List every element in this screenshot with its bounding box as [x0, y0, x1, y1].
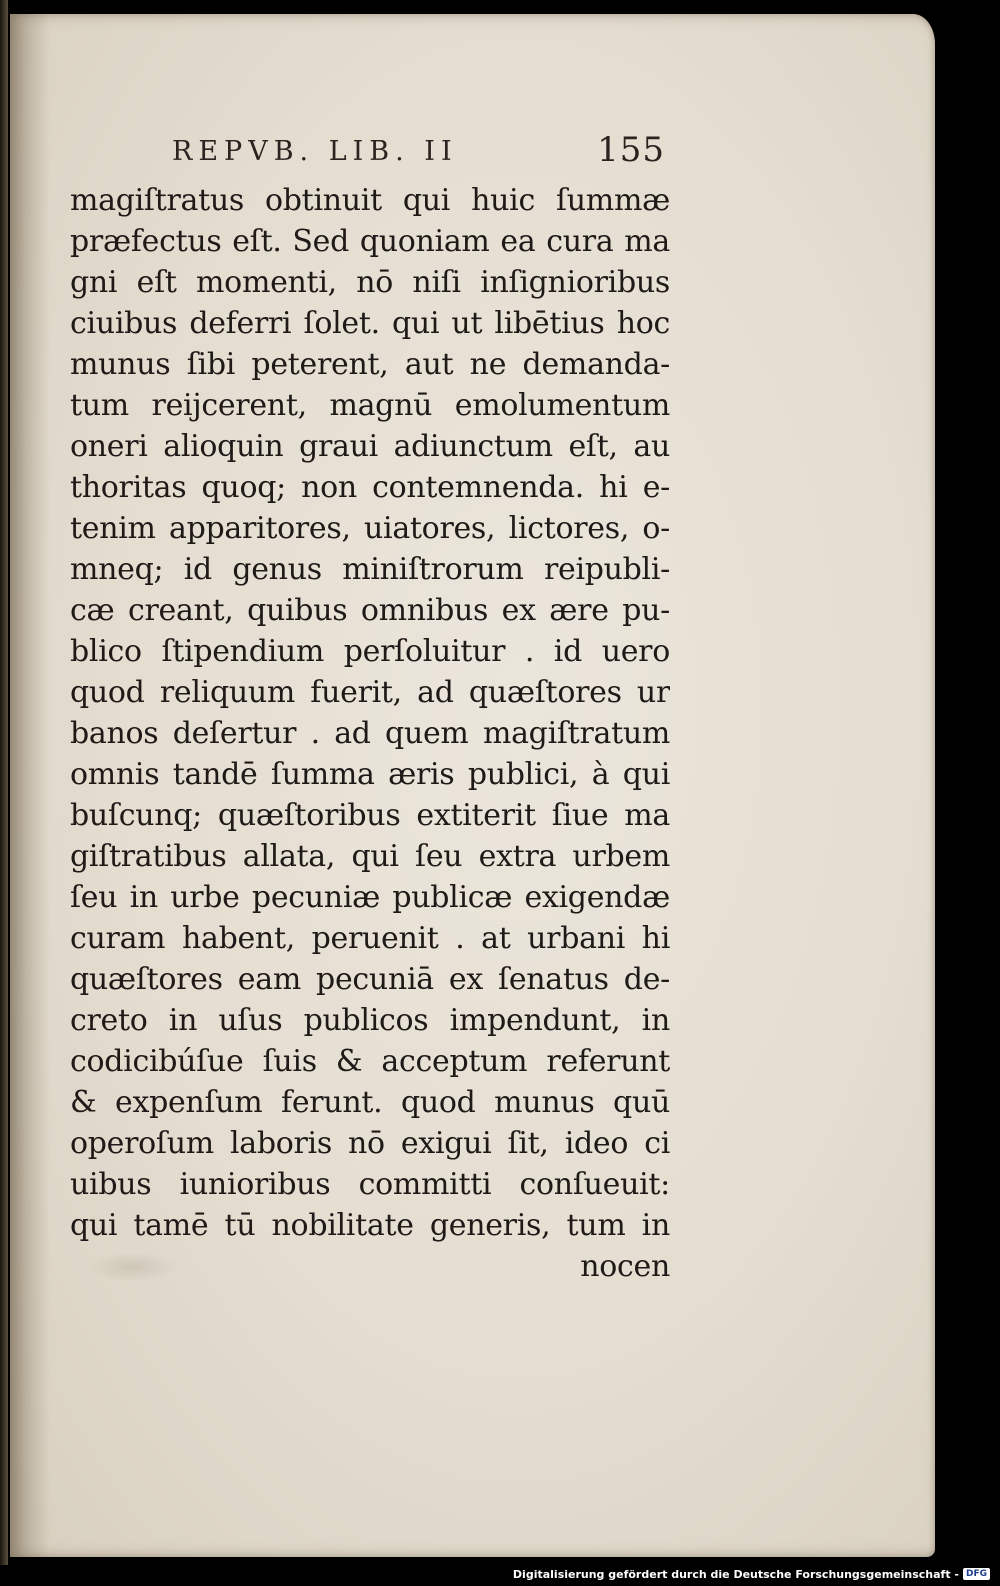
gutter-shadow: [10, 14, 50, 1557]
text-line: ciuibus deferri ſolet. qui ut libētius hoc: [70, 306, 670, 341]
text-line: mneq; id genus miniſtrorum reipubli-: [70, 552, 670, 587]
text-line: tum reijcerent, magnū emolumentum: [70, 388, 670, 423]
text-line: operoſum laboris nō exigui ſit, ideo ci: [70, 1126, 670, 1161]
text-line: creto in uſus publicos impendunt, in: [70, 1003, 670, 1038]
running-head: REPVB. LIB. II: [172, 136, 458, 167]
text-line: thoritas quoq; non contemnenda. hi e-: [70, 470, 670, 505]
text-line: banos deſertur . ad quem magiſtratum: [70, 716, 670, 751]
text-line: gni eſt momenti, nō niſi inſignioribus: [70, 265, 670, 300]
facing-page-edge: [0, 0, 8, 1565]
text-line: tenim apparitores, uiatores, lictores, o-: [70, 511, 670, 546]
text-line: qui tamē tū nobilitate generis, tum in: [70, 1208, 670, 1243]
text-line: magiſtratus obtinuit qui huic ſummæ: [70, 183, 670, 218]
page-number: 155: [597, 130, 665, 170]
text-line: ſeu in urbe pecuniæ publicæ exigendæ: [70, 880, 670, 915]
text-line: omnis tandē ſumma æris publici, à qui: [70, 757, 670, 792]
text-line: codicibúſue ſuis & acceptum referunt: [70, 1044, 670, 1079]
text-line: giſtratibus allata, qui ſeu extra urbem: [70, 839, 670, 874]
text-line: quæſtores eam pecuniā ex ſenatus de-: [70, 962, 670, 997]
page-header: [160, 126, 665, 176]
digitization-footer: [513, 1566, 990, 1582]
text-line: blico ſtipendium perſoluitur . id uero: [70, 634, 670, 669]
text-line: buſcunq; quæſtoribus extiterit ſiue ma: [70, 798, 670, 833]
catchword: nocen: [580, 1249, 670, 1284]
body-text: [70, 180, 670, 1287]
funding-credit: Digitalisierung gefördert durch die Deutsche Forschungsgemeinschaft -: [512, 1567, 959, 1581]
text-line: præfectus eſt. Sed quoniam ea cura ma: [70, 224, 670, 259]
text-line: uibus iunioribus committi conſueuit:: [70, 1167, 670, 1202]
text-line: oneri alioquin graui adiunctum eſt, au: [70, 429, 670, 464]
text-line: & expenſum ferunt. quod munus quū: [70, 1085, 670, 1120]
text-line: quod reliquum fuerit, ad quæſtores ur: [70, 675, 670, 710]
dfg-logo: DFG: [963, 1568, 990, 1580]
text-line: cæ creant, quibus omnibus ex ære pu-: [70, 593, 670, 628]
text-line: munus ſibi peterent, aut ne demanda-: [70, 347, 670, 382]
text-line: curam habent, peruenit . at urbani hi: [70, 921, 670, 956]
